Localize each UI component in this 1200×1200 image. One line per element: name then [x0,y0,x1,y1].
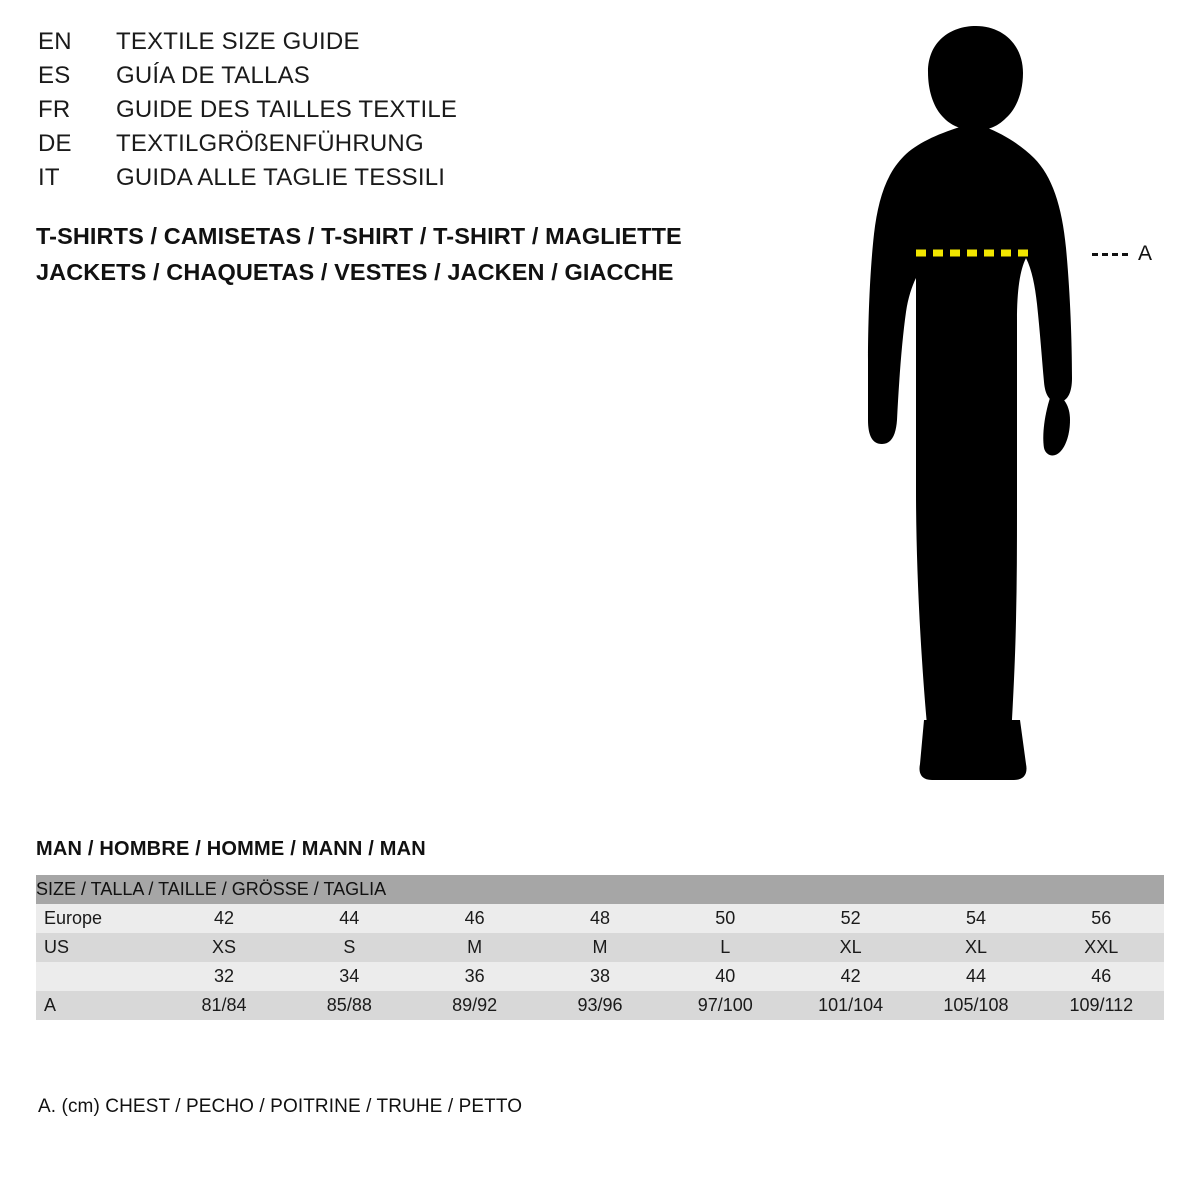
table-cell: 97/100 [663,991,788,1020]
table-cell: XL [788,933,913,962]
table-cell: 32 [161,962,286,991]
language-title: TEXTILGRÖßENFÜHRUNG [116,130,424,157]
language-title: GUÍA DE TALLAS [116,62,310,89]
table-cell: XL [913,933,1038,962]
category-tshirts: T-SHIRTS / CAMISETAS / T-SHIRT / T-SHIRT / MAGLIETTE [36,223,682,249]
table-cell: S [287,933,412,962]
table-cell: 50 [663,904,788,933]
table-cell: 48 [537,904,662,933]
table-cell: M [537,933,662,962]
language-code: EN [38,28,72,55]
language-row [38,164,798,198]
table-cell: 52 [788,904,913,933]
table-row [36,991,1164,1020]
table-cell: 56 [1039,904,1164,933]
language-list [38,28,798,198]
body-silhouette-figure [820,20,1180,790]
table-cell: L [663,933,788,962]
table-cell: 105/108 [913,991,1038,1020]
size-table-section [36,838,1164,1020]
table-cell: 40 [663,962,788,991]
table-cell: 42 [161,904,286,933]
language-title: TEXTILE SIZE GUIDE [116,28,360,55]
man-silhouette-icon [820,20,1180,790]
language-row [38,96,798,130]
table-cell: 85/88 [287,991,412,1020]
table-title-man: MAN / HOMBRE / HOMME / MANN / MAN [36,838,426,860]
table-cell: 54 [913,904,1038,933]
language-title: GUIDE DES TAILLES TEXTILE [116,96,458,123]
table-cell: 81/84 [161,991,286,1020]
footnote-chest-measurement: A. (cm) CHEST / PECHO / POITRINE / TRUHE / PETTO [38,1096,523,1117]
table-cell: 44 [913,962,1038,991]
row-label-us-numeric [36,962,161,991]
row-label-europe: Europe [36,904,161,933]
table-cell: 93/96 [537,991,662,1020]
table-cell: M [412,933,537,962]
language-row [38,62,798,96]
table-cell: 46 [412,904,537,933]
table-cell: 36 [412,962,537,991]
language-code: FR [38,96,71,123]
row-label-a: A [36,991,161,1020]
language-row [38,28,798,62]
table-cell: 38 [537,962,662,991]
table-header-row [36,875,1164,904]
table-cell: XS [161,933,286,962]
table-cell: XXL [1039,933,1164,962]
table-row [36,933,1164,962]
language-code: ES [38,62,71,89]
table-row [36,904,1164,933]
category-jackets: JACKETS / CHAQUETAS / VESTES / JACKEN / GIACCHE [36,259,674,285]
measure-leader-line [1092,253,1128,256]
table-cell: 44 [287,904,412,933]
table-header-label: SIZE / TALLA / TAILLE / GRÖSSE / TAGLIA [36,875,1164,904]
category-list [36,218,856,290]
table-cell: 42 [788,962,913,991]
row-label-us: US [36,933,161,962]
table-cell: 46 [1039,962,1164,991]
language-code: DE [38,130,72,157]
table-cell: 101/104 [788,991,913,1020]
size-table [36,875,1164,1020]
language-code: IT [38,164,60,191]
language-title: GUIDA ALLE TAGLIE TESSILI [116,164,446,191]
table-cell: 89/92 [412,991,537,1020]
language-row [38,130,798,164]
table-row [36,962,1164,991]
table-cell: 34 [287,962,412,991]
measure-label-a: A [1138,242,1153,265]
table-cell: 109/112 [1039,991,1164,1020]
